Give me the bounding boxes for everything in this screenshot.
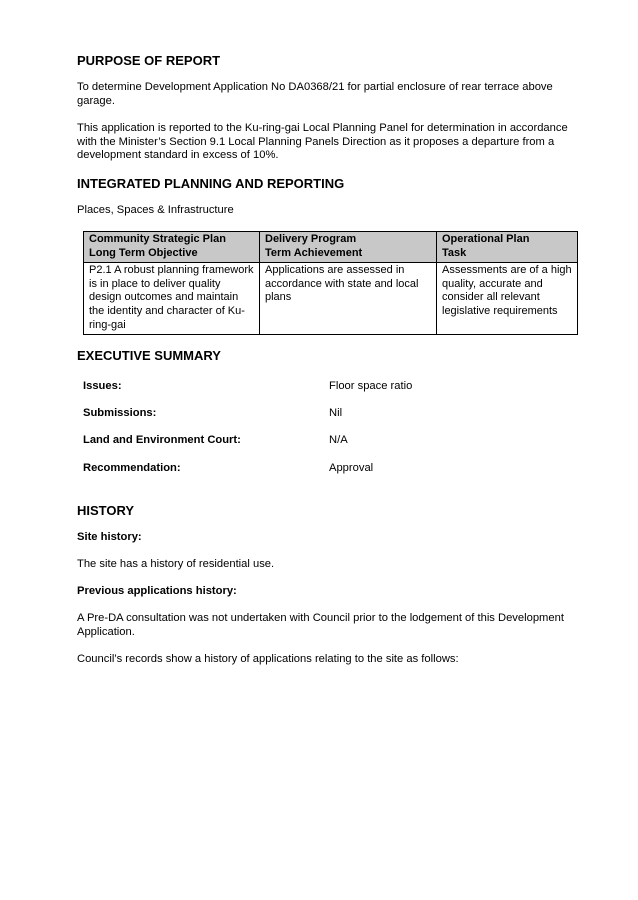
purpose-paragraph-2: This application is reported to the Ku-ring-gai Local Planning Panel for determination in accordance with the Minister’s Section 9.1 Local Planning Panels Direction as it proposes a departure from a development standard in excess of 10%. bbox=[77, 122, 568, 162]
purpose-paragraph-1: To determine Development Application No DA0368/21 for partial enclosure of rear terrace above garage. bbox=[77, 81, 553, 107]
summary-label-recommendation: Recommendation: bbox=[83, 462, 181, 474]
executive-summary-heading: EXECUTIVE SUMMARY bbox=[77, 348, 221, 363]
previous-applications-subheading: Previous applications history: bbox=[77, 585, 237, 597]
integrated-theme: Places, Spaces & Infrastructure bbox=[77, 204, 234, 216]
table-header-operational-line2: Task bbox=[442, 246, 467, 259]
table-cell-delivery: Applications are assessed in accordance with state and local plans bbox=[260, 263, 437, 335]
table-header-csp-line1: Community Strategic Plan bbox=[89, 233, 226, 245]
planning-table bbox=[83, 231, 578, 335]
summary-value-court: N/A bbox=[329, 434, 348, 446]
summary-value-submissions: Nil bbox=[329, 407, 343, 419]
summary-label-court: Land and Environment Court: bbox=[83, 434, 241, 446]
table-row bbox=[84, 263, 578, 335]
table-cell-csp: P2.1 A robust planning framework is in place to deliver quality design outcomes and maintain the identity and character of Ku-ring-gai bbox=[84, 263, 260, 335]
summary-row-recommendation bbox=[83, 462, 583, 476]
history-heading: HISTORY bbox=[77, 503, 135, 518]
summary-value-issues: Floor space ratio bbox=[329, 380, 413, 392]
table-cell-operational: Assessments are of a high quality, accurate and consider all relevant legislative requirements bbox=[437, 263, 578, 335]
planning-table-header-row bbox=[84, 232, 578, 263]
summary-label-issues: Issues: bbox=[83, 380, 122, 392]
purpose-heading: PURPOSE OF REPORT bbox=[77, 53, 221, 68]
integrated-planning-heading: INTEGRATED PLANNING AND REPORTING bbox=[77, 176, 345, 191]
table-header-operational bbox=[437, 232, 578, 263]
table-header-csp bbox=[84, 232, 260, 263]
site-history-text: The site has a history of residential use. bbox=[77, 558, 275, 570]
table-header-delivery bbox=[260, 232, 437, 263]
previous-applications-text-2: Council’s records show a history of applications relating to the site as follows: bbox=[77, 653, 459, 665]
table-header-delivery-line1: Delivery Program bbox=[265, 233, 357, 245]
summary-row-issues bbox=[83, 380, 583, 394]
summary-row-court bbox=[83, 434, 583, 448]
summary-value-recommendation: Approval bbox=[329, 462, 374, 474]
summary-label-submissions: Submissions: bbox=[83, 407, 157, 419]
table-header-delivery-line2: Term Achievement bbox=[265, 246, 363, 259]
site-history-subheading: Site history: bbox=[77, 531, 142, 543]
previous-applications-text-1: A Pre-DA consultation was not undertaken with Council prior to the lodgement of this Development Application. bbox=[77, 612, 564, 638]
summary-row-submissions bbox=[83, 407, 583, 421]
table-header-csp-line2: Long Term Objective bbox=[89, 246, 198, 259]
table-header-operational-line1: Operational Plan bbox=[442, 233, 530, 245]
